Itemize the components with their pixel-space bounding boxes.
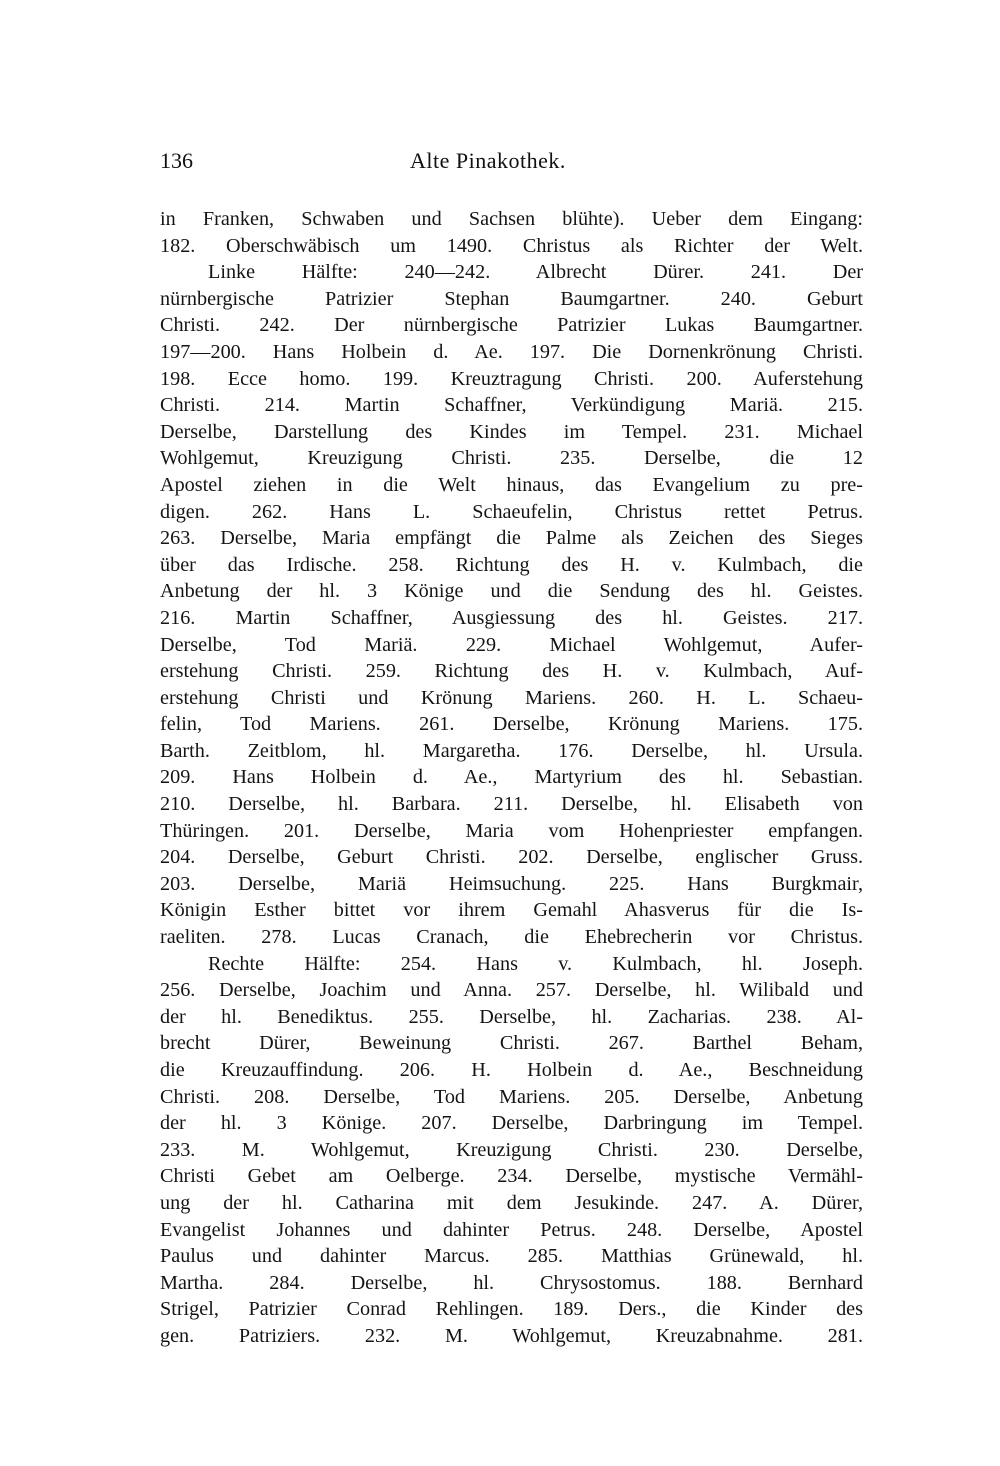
text-line: 233. M. Wohlgemut, Kreuzigung Christi. 230. Derselbe, [160,1138,863,1161]
text-line: erstehung Christi und Krönung Mariens. 260. H. L. Schaeu- [160,686,863,709]
text-line: Christi Gebet am Oelberge. 234. Derselbe, mystische Vermähl- [160,1165,863,1188]
text-line: 210. Derselbe, hl. Barbara. 211. Derselbe, hl. Elisabeth von [160,793,863,816]
text-line: 197—200. Hans Holbein d. Ae. 197. Die Dornenkrönung Christi. [160,340,863,363]
running-header [160,148,860,182]
text-line: digen. 262. Hans L. Schaeufelin, Christus rettet Petrus. [160,500,863,523]
text-line: Anbetung der hl. 3 Könige und die Sendung des hl. Geistes. [160,580,863,603]
text-line: nürnbergische Patrizier Stephan Baumgartner. 240. Geburt [160,287,863,310]
text-line: Paulus und dahinter Marcus. 285. Matthias Grünewald, hl. [160,1245,863,1268]
page-number: 136 [160,148,193,173]
text-line: 182. Oberschwäbisch um 1490. Christus als Richter der Welt. [160,234,863,257]
text-line: Evangelist Johannes und dahinter Petrus. 248. Derselbe, Apostel [160,1218,863,1241]
text-line: Martha. 284. Derselbe, hl. Chrysostomus. 188. Bernhard [160,1271,863,1294]
text-line: in Franken, Schwaben und Sachsen blühte). Ueber dem Eingang: [160,208,863,230]
text-line: 263. Derselbe, Maria empfängt die Palme als Zeichen des Sieges [160,527,863,550]
text-line: 256. Derselbe, Joachim und Anna. 257. Derselbe, hl. Wilibald und [160,979,863,1002]
text-line: Apostel ziehen in die Welt hinaus, das Evangelium zu pre- [160,473,863,496]
text-line: raeliten. 278. Lucas Cranach, die Ehebrecherin vor Christus. [160,926,863,949]
text-line: 216. Martin Schaffner, Ausgiessung des hl. Geistes. 217. [160,606,863,629]
text-line: Barth. Zeitblom, hl. Margaretha. 176. Derselbe, hl. Ursula. [160,739,863,762]
text-line: 204. Derselbe, Geburt Christi. 202. Derselbe, englischer Gruss. [160,846,863,869]
text-line: brecht Dürer, Beweinung Christi. 267. Barthel Beham, [160,1032,863,1055]
text-line: 203. Derselbe, Mariä Heimsuchung. 225. Hans Burgkmair, [160,872,863,895]
text-line: Christi. 214. Martin Schaffner, Verkündigung Mariä. 215. [160,394,863,417]
text-line: Königin Esther bittet vor ihrem Gemahl Ahasverus für die Is- [160,899,863,922]
text-line: der hl. Benediktus. 255. Derselbe, hl. Zacharias. 238. Al- [160,1005,863,1028]
text-line: Rechte Hälfte: 254. Hans v. Kulmbach, hl. Joseph. [208,952,863,975]
text-line: ung der hl. Catharina mit dem Jesukinde. 247. A. Dürer, [160,1191,863,1214]
text-line: felin, Tod Mariens. 261. Derselbe, Krönung Mariens. 175. [160,713,863,736]
body-text [160,206,863,1350]
running-title: Alte Pinakothek. [410,148,566,173]
text-line: Wohlgemut, Kreuzigung Christi. 235. Derselbe, die 12 [160,447,863,470]
text-line: Christi. 242. Der nürnbergische Patrizier Lukas Baumgartner. [160,314,863,337]
text-line: Strigel, Patrizier Conrad Rehlingen. 189. Ders., die Kinder des [160,1298,863,1321]
text-line: der hl. 3 Könige. 207. Derselbe, Darbringung im Tempel. [160,1112,863,1135]
text-line: Linke Hälfte: 240—242. Albrecht Dürer. 241. Der [208,261,863,284]
text-line: gen. Patriziers. 232. M. Wohlgemut, Kreuzabnahme. 281. [160,1324,863,1347]
text-line: die Kreuzauffindung. 206. H. Holbein d. Ae., Beschneidung [160,1059,863,1081]
text-line: über das Irdische. 258. Richtung des H. v. Kulmbach, die [160,553,863,576]
text-line: Thüringen. 201. Derselbe, Maria vom Hohenpriester empfangen. [160,819,863,842]
text-line: Christi. 208. Derselbe, Tod Mariens. 205. Derselbe, Anbetung [160,1085,863,1108]
text-line: Derselbe, Darstellung des Kindes im Tempel. 231. Michael [160,420,863,443]
text-line: 198. Ecce homo. 199. Kreuztragung Christi. 200. Auferstehung [160,367,863,390]
text-line: 209. Hans Holbein d. Ae., Martyrium des hl. Sebastian. [160,766,863,789]
text-line: erstehung Christi. 259. Richtung des H. v. Kulmbach, Auf- [160,660,863,683]
text-line: Derselbe, Tod Mariä. 229. Michael Wohlgemut, Aufer- [160,633,863,656]
